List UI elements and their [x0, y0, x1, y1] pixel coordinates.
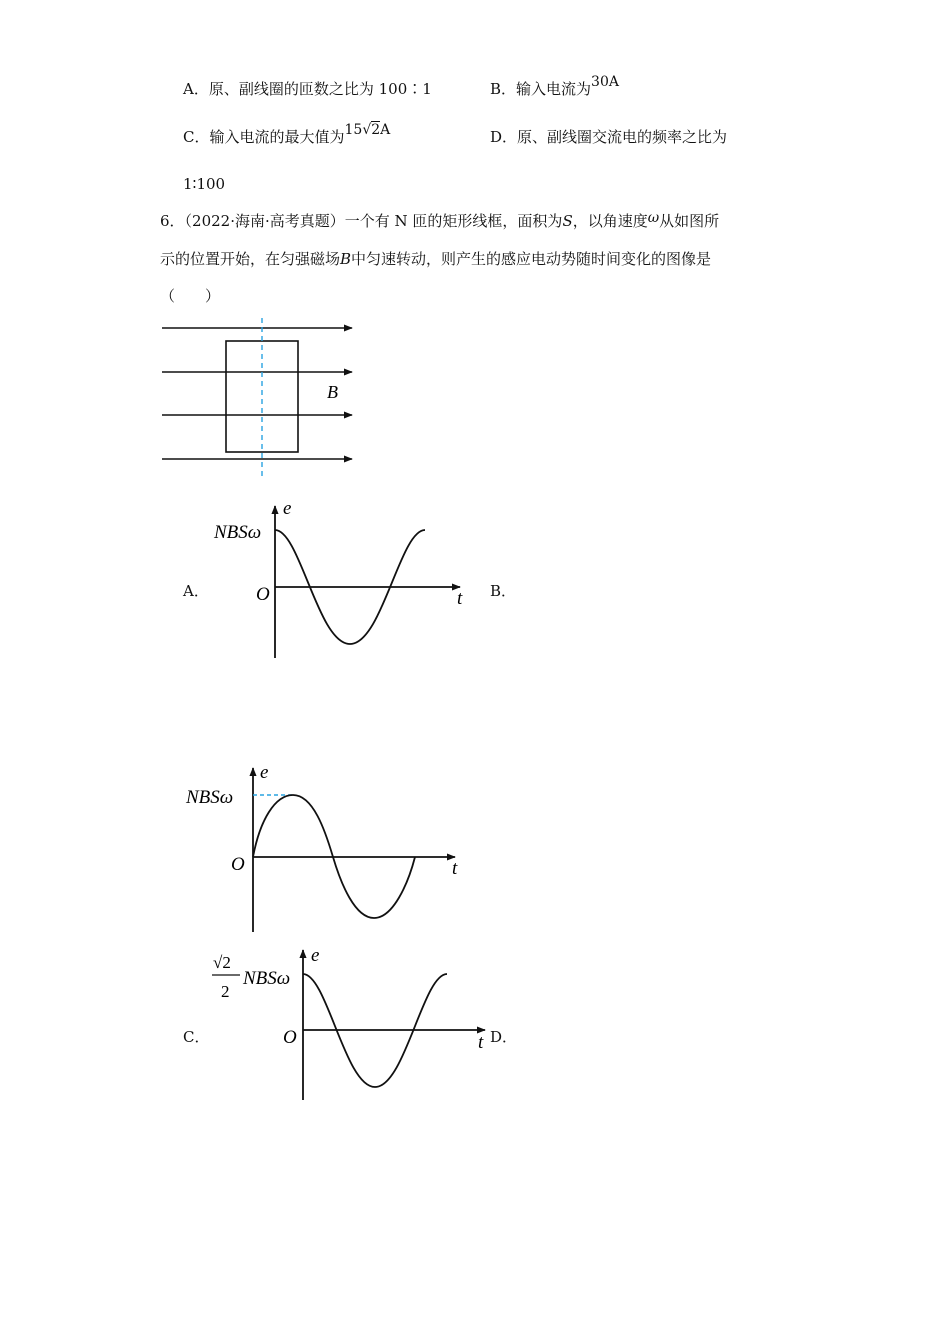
option-b-text: 输入电流为 — [516, 80, 592, 98]
option-c-label: C． — [183, 128, 210, 146]
sqrt-sign: √ — [362, 122, 372, 138]
origin-label: O — [283, 1027, 297, 1048]
t-label: t — [457, 588, 463, 609]
choice-b-label: B． — [490, 582, 517, 600]
question-text: ，以角速度 — [572, 212, 648, 230]
question-number: 6． — [160, 212, 185, 230]
t-label: t — [452, 858, 458, 879]
option-d-label: D． — [490, 128, 518, 146]
peak-label: NBSω — [186, 787, 234, 808]
origin-label: O — [231, 854, 245, 875]
option-a-text: 原、副线圈的匝数之比为 100∶1 — [208, 80, 432, 98]
question-text: 示的位置开始，在匀强磁场 — [160, 250, 341, 268]
origin-label: O — [256, 584, 270, 605]
t-label: t — [478, 1032, 484, 1053]
peak-label: NBSω — [243, 968, 291, 989]
graph-a — [213, 498, 463, 658]
option-b-label: B． — [490, 80, 517, 98]
option-d-continuation: 1∶100 — [183, 175, 226, 193]
question-text: 一个有 N 匝的矩形线框，面积为 — [344, 212, 563, 230]
question-text: 从如图所 — [659, 212, 720, 230]
choice-a-label: A． — [183, 582, 209, 600]
e-label: e — [283, 498, 292, 519]
choice-d-label: D． — [490, 1028, 518, 1046]
graph-c — [212, 945, 485, 1100]
option-c-text: 输入电流的最大值为 — [209, 128, 345, 146]
peak-label: NBSω — [214, 522, 262, 543]
question-source: （2022·海南·高考真题） — [184, 212, 345, 230]
field-label: B — [327, 382, 338, 402]
option-c-radicand: 2 — [371, 122, 381, 138]
var-omega: ω — [647, 210, 660, 226]
option-b-value: 30A — [591, 74, 619, 90]
question-text: 中匀速转动，则产生的感应电动势随时间变化的图像是 — [351, 250, 712, 268]
e-label: e — [260, 762, 269, 783]
e-label: e — [311, 945, 320, 966]
option-c-unit: A — [380, 122, 391, 138]
coil-figure — [162, 318, 352, 480]
graph-b — [185, 762, 458, 932]
option-a-label: A． — [183, 80, 209, 98]
answer-blank: （ ） — [160, 287, 221, 305]
fraction-denominator: 2 — [221, 982, 230, 1001]
var-b: B — [340, 250, 352, 268]
option-c-coef: 15 — [344, 122, 363, 138]
choice-c-label: C． — [183, 1028, 210, 1046]
var-s: S — [562, 212, 573, 230]
option-d-text: 原、副线圈交流电的频率之比为 — [517, 128, 728, 146]
fraction-numerator: √2 — [213, 953, 231, 972]
